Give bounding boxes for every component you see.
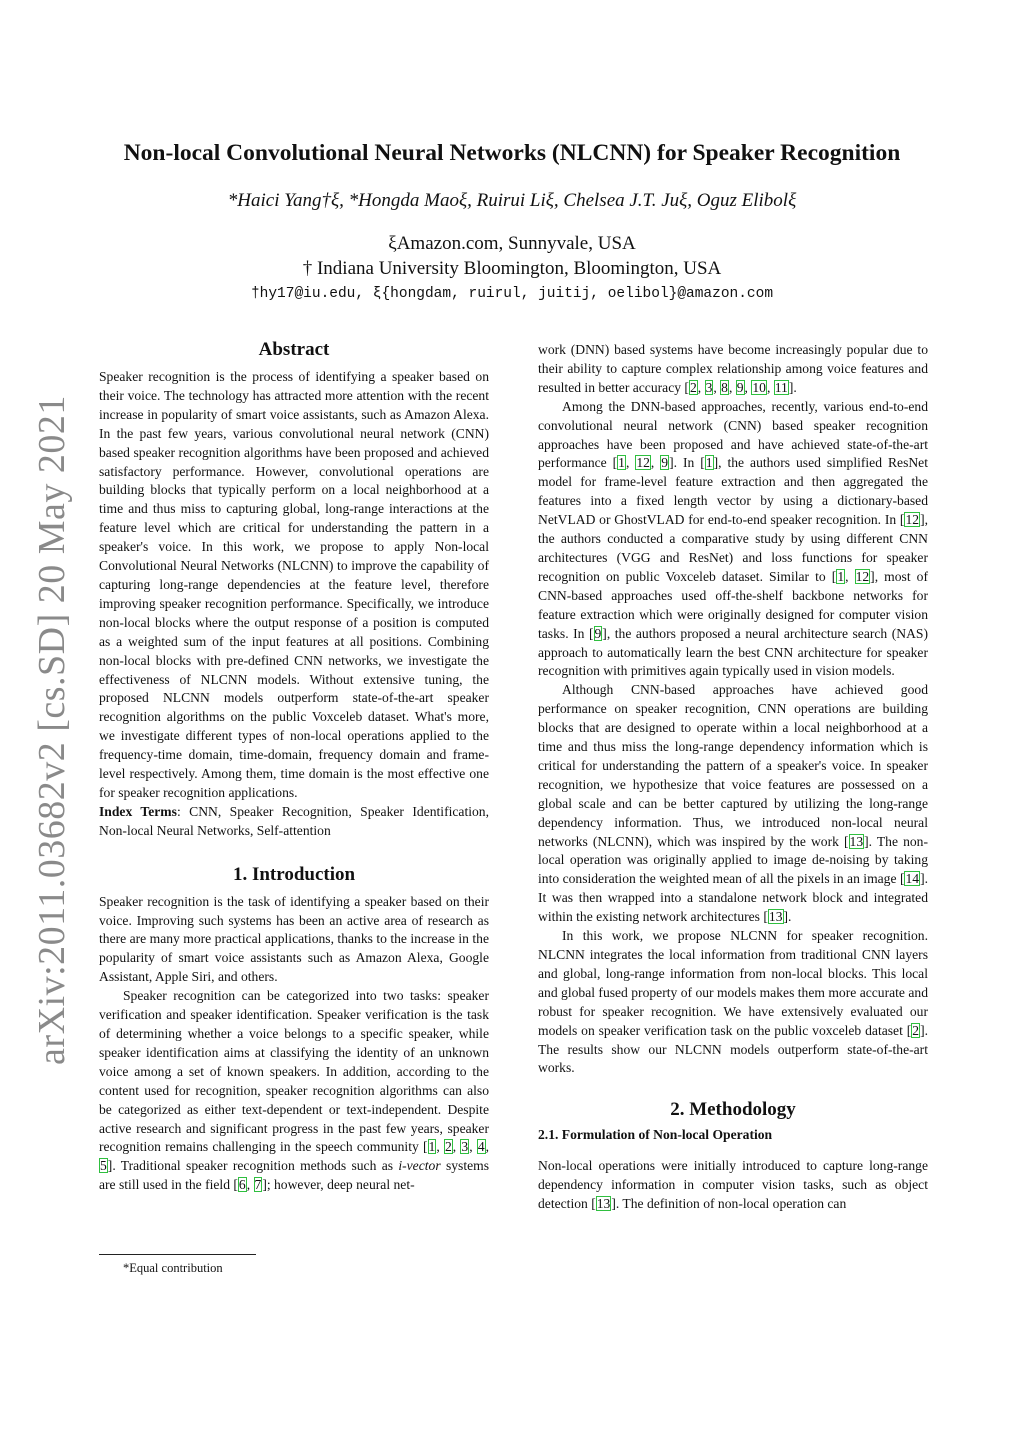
right-column: [538, 341, 928, 1214]
citation-link[interactable]: 2: [912, 1022, 920, 1038]
methodology-paragraph-1: Non-local operations were initially introduced to capture long-range dependency information in computer vision tasks, such as object detection [13]. The definition of non-local operation can: [538, 1158, 928, 1212]
citation-link[interactable]: 12: [905, 512, 920, 528]
paper-title: Non-local Convolutional Neural Networks (NLCNN) for Speaker Recognition: [123, 140, 901, 166]
intro-paragraph-4: Among the DNN-based approaches, recently, various end-to-end convolutional neural network (CNN) based speaker recognition approaches have been proposed and have achieved state-of-the-art performance [1, 12, 9]. In [1], the authors used simplified ResNet model for frame-level feature extraction and then aggregated the features into a fixed length vector by using a dictionary-based NetVLAD or GhostVLAD for end-to-end speaker recognition. In [12], the authors conducted a comparative study by using different CNN architectures (VGG and ResNet) and loss functions for speaker recognition on public Voxceleb dataset. Similar to [1, 12], most of CNN-based approaches used off-the-shelf backbone networks for feature extraction which were originally designed for computer vision tasks. In [9], the authors proposed a neural architecture search (NAS) approach to automatically learn the best CNN architecture for speaker recognition with primitives again typically used in vision models.: [538, 398, 929, 679]
subsection-heading: 2.1. Formulation of Non-local Operation: [538, 1127, 773, 1143]
citation-link[interactable]: 14: [905, 871, 920, 887]
citation-link[interactable]: 1: [837, 568, 845, 584]
author-list: *Haici Yang†ξ, *Hongda Maoξ, Ruirui Liξ, Chelsea J.T. Juξ, Oguz Elibolξ: [227, 190, 797, 211]
citation-link[interactable]: 8: [721, 379, 728, 395]
index-terms-list: : CNN, Speaker Recognition, Speaker Identification, Non-local Neural Networks, Self-attention: [99, 803, 489, 838]
citation-link[interactable]: 3: [705, 379, 713, 395]
citation-link[interactable]: 10: [752, 379, 766, 395]
left-column: [99, 338, 489, 1195]
arxiv-sidebar-stamp: [22, 390, 82, 1070]
intro-paragraph-1: Speaker recognition is the task of identifying a speaker based on their voice. Improving such systems has been an active area of research as there are many more practical applications, thanks to the increase in the popularity of smart voice assistants such as Amazon Alexa, Google Assistant, Apple Siri, and others.: [99, 893, 489, 985]
citation-link[interactable]: 11: [774, 379, 788, 395]
index-terms-label: Index Terms: [99, 803, 177, 819]
citation-link[interactable]: 1: [618, 455, 625, 471]
citation-link[interactable]: 4: [477, 1139, 485, 1155]
affiliation-amazon: ξAmazon.com, Sunnyvale, USA: [388, 233, 636, 254]
index-terms: [99, 803, 489, 841]
citation-link[interactable]: 2: [444, 1139, 452, 1155]
citation-link[interactable]: 9: [661, 455, 669, 471]
affiliation-indiana: † Indiana University Bloomington, Bloomington, USA: [302, 258, 722, 279]
citation-link[interactable]: 6: [238, 1177, 246, 1193]
citation-link[interactable]: 7: [254, 1177, 262, 1193]
introduction-heading: 1. Introduction: [232, 863, 356, 885]
citation-link[interactable]: 9: [736, 379, 744, 395]
methodology-heading: 2. Methodology: [670, 1099, 796, 1121]
arxiv-id-text: arXiv:2011.03682v2 [cs.SD] 20 May 2021: [31, 395, 73, 1065]
citation-link[interactable]: 13: [596, 1196, 611, 1212]
citation-link[interactable]: 1: [705, 455, 713, 471]
citation-link[interactable]: 3: [461, 1139, 469, 1155]
abstract-body: Speaker recognition is the process of identifying a speaker based on their voice. The technology has attracted more attention with the recent increase in popularity of smart voice assistants, such as Amazon Alexa. In the past few years, various convolutional neural network (CNN) based speaker recognition algorithms have been proposed and achieved satisfactory performance. However, convolutional operations are building blocks that typically perform on a local neighborhood at a time and thus miss to capturing global, long-range interactions at the feature level which are critical for understanding the pattern in a speaker's voice. In this work, we propose to apply Non-local Convolutional Neural Networks (NLCNN) to improve the capability of capturing long-range dependencies at the feature level, therefore improving speaker recognition performance. Specifically, we introduce non-local blocks where the output response of a position is computed as a weighted sum of the input features at all positions. Combining non-local blocks with pre-defined CNN networks, we investigate the effectiveness of NLCNN models. Without extensive tuning, the proposed NLCNN models outperform state-of-the-art speaker recognition algorithms on the public Voxceleb dataset. What's more, we investigate different types of non-local operations applied to the frequency-time domain, time-domain, frequency domain and frame-level respectively. Among them, time domain is the most effective one for speaker recognition applications.: [99, 369, 489, 800]
footnote-equal-contribution: *Equal contribution: [123, 1261, 223, 1275]
footnote-rule: [99, 1254, 256, 1255]
citation-link[interactable]: 2: [689, 379, 697, 395]
citation-link[interactable]: 13: [768, 909, 783, 925]
citation-link[interactable]: 13: [849, 833, 864, 849]
intro-paragraph-5: Although CNN-based approaches have achieved good performance on speaker recognition, CNN operations are building blocks that are designed to operate within a local neighborhood at a time and thus miss the long-range dependency information which is critical for understanding the pattern of a speaker's voice. In speaker recognition, we hypothesize that voice features are possessed on a global scale and can be better captured by utilizing the long-range dependency information. Thus, we introduced non-local neural networks (NLCNN), which was inspired by the work [13]. The non-local operation was originally applied to image de-noising by taking into consideration the weighted mean of all the pixels in an image [14]. It was then wrapped into a standalone network block and integrated within the existing network architectures [13].: [538, 682, 929, 925]
abstract-heading: Abstract: [258, 339, 330, 360]
citation-link[interactable]: 12: [855, 568, 870, 584]
citation-link[interactable]: 12: [636, 455, 650, 471]
citation-link[interactable]: 9: [594, 625, 602, 641]
author-emails: †hy17@iu.edu, ξ{hongdam, ruirul, juitij, oelibol}@amazon.com: [250, 286, 774, 302]
intro-paragraph-3: work (DNN) based systems have become increasingly popular due to their ability to capture complex relationship among voice features and resulted in better accuracy [2, 3, 8, 9, 10, 11].: [538, 342, 928, 395]
citation-link[interactable]: 1: [428, 1139, 436, 1155]
intro-paragraph-6: In this work, we propose NLCNN for speaker recognition. NLCNN integrates the local information from traditional CNN layers and global, long-range information from non-local blocks. This local and global fused property of our models makes them more accurate and robust for speaker recognition. We have extensively evaluated our models on speaker verification task on the public voxceleb dataset [2]. The results show our NLCNN models outperform state-of-the-art works.: [538, 928, 928, 1076]
citation-link[interactable]: 5: [100, 1158, 107, 1174]
intro-paragraph-2: Speaker recognition can be categorized into two tasks: speaker verification and speaker identification. Speaker verification is the task of determining whether a voice belongs to a specific speaker, while speaker identification aims at classifying the identity of an unknown voice among a set of known speakers. In addition, according to the content used for recognition, speaker recognition algorithms can also be categorized as either text-dependent or text-independent. Despite active research and significant progress in the past few years, speaker recognition remains challenging in the speech community [1, 2, 3, 4, 5]. Traditional speaker recognition methods such as i-vector systems are still used in the field [6, 7]; however, deep neural net-: [99, 988, 490, 1193]
